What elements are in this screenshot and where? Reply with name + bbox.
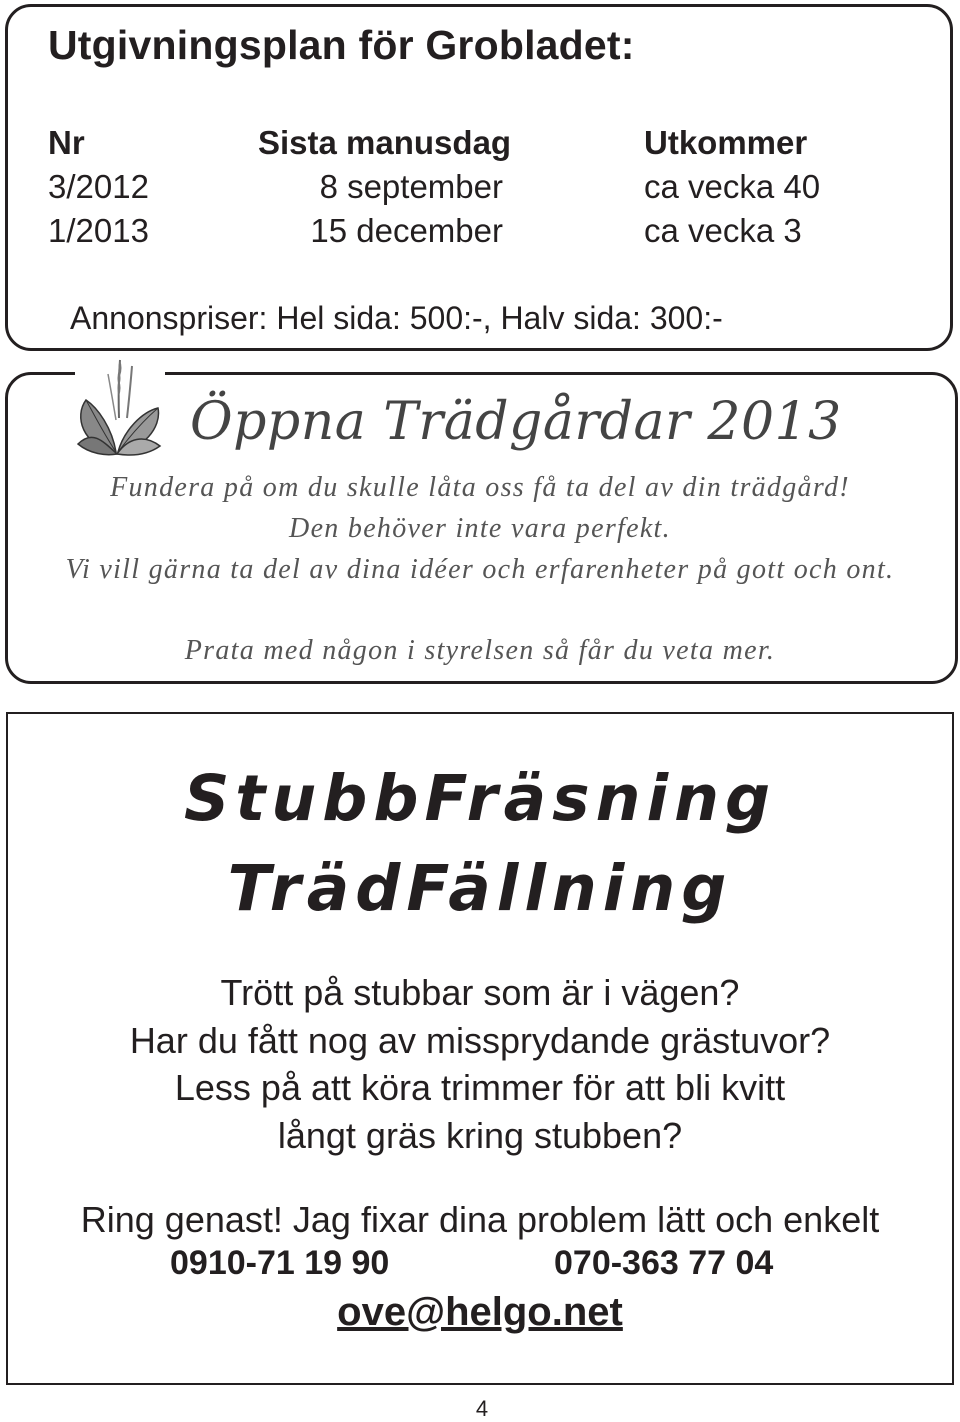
ad-question: Less på att köra trimmer för att bli kvitt <box>174 1067 786 1108</box>
open-gardens-line: Den behöver inte vara perfekt. <box>289 513 671 544</box>
ad-question: Har du fått nog av missprydande grästuvor? <box>129 1020 831 1061</box>
issue-number: 3/2012 <box>48 168 149 205</box>
schedule-row <box>48 168 868 212</box>
schedule-row <box>48 212 868 256</box>
header-nr: Nr <box>48 124 85 161</box>
open-gardens-line: Vi vill gärna ta del av dina idéer och erfarenheter på gott och ont. <box>65 554 895 585</box>
open-gardens-title: Öppna Trädgårdar 2013 <box>190 392 842 452</box>
open-gardens-line: Prata med någon i styrelsen så får du veta mer. <box>184 635 776 666</box>
header-deadline: Sista manusdag <box>258 124 512 161</box>
phone-number[interactable]: 070-363 77 04 <box>554 1244 774 1282</box>
ad-call-to-action: Ring genast! Jag fixar dina problem lätt och enkelt <box>80 1199 880 1240</box>
header-publish: Utkommer <box>644 124 808 161</box>
ad-headline: TrädFällning <box>227 852 733 925</box>
schedule-table <box>48 124 868 256</box>
page-number: 4 <box>475 1396 489 1421</box>
plantain-leaf-icon <box>72 356 164 460</box>
ad-prices: Annonspriser: Hel sida: 500:-, Halv sida: 300:- <box>70 300 723 336</box>
ad-headline: StubbFräsning <box>183 762 777 835</box>
ad-question: långt gräs kring stubben? <box>277 1115 683 1156</box>
deadline: 8 september <box>319 168 503 205</box>
open-gardens-line: Fundera på om du skulle låta oss få ta del av din trädgård! <box>110 472 850 503</box>
ad-question: Trött på stubbar som är i vägen? <box>220 972 740 1013</box>
schedule-title: Utgivningsplan för Grobladet: <box>48 22 635 68</box>
issue-number: 1/2013 <box>48 212 149 249</box>
deadline: 15 december <box>310 212 503 249</box>
publish-week: ca vecka 3 <box>644 212 802 249</box>
schedule-header-row <box>48 124 868 168</box>
email-link[interactable]: ove@helgo.net <box>337 1290 623 1334</box>
phone-number[interactable]: 0910-71 19 90 <box>170 1244 390 1282</box>
publish-week: ca vecka 40 <box>644 168 821 205</box>
